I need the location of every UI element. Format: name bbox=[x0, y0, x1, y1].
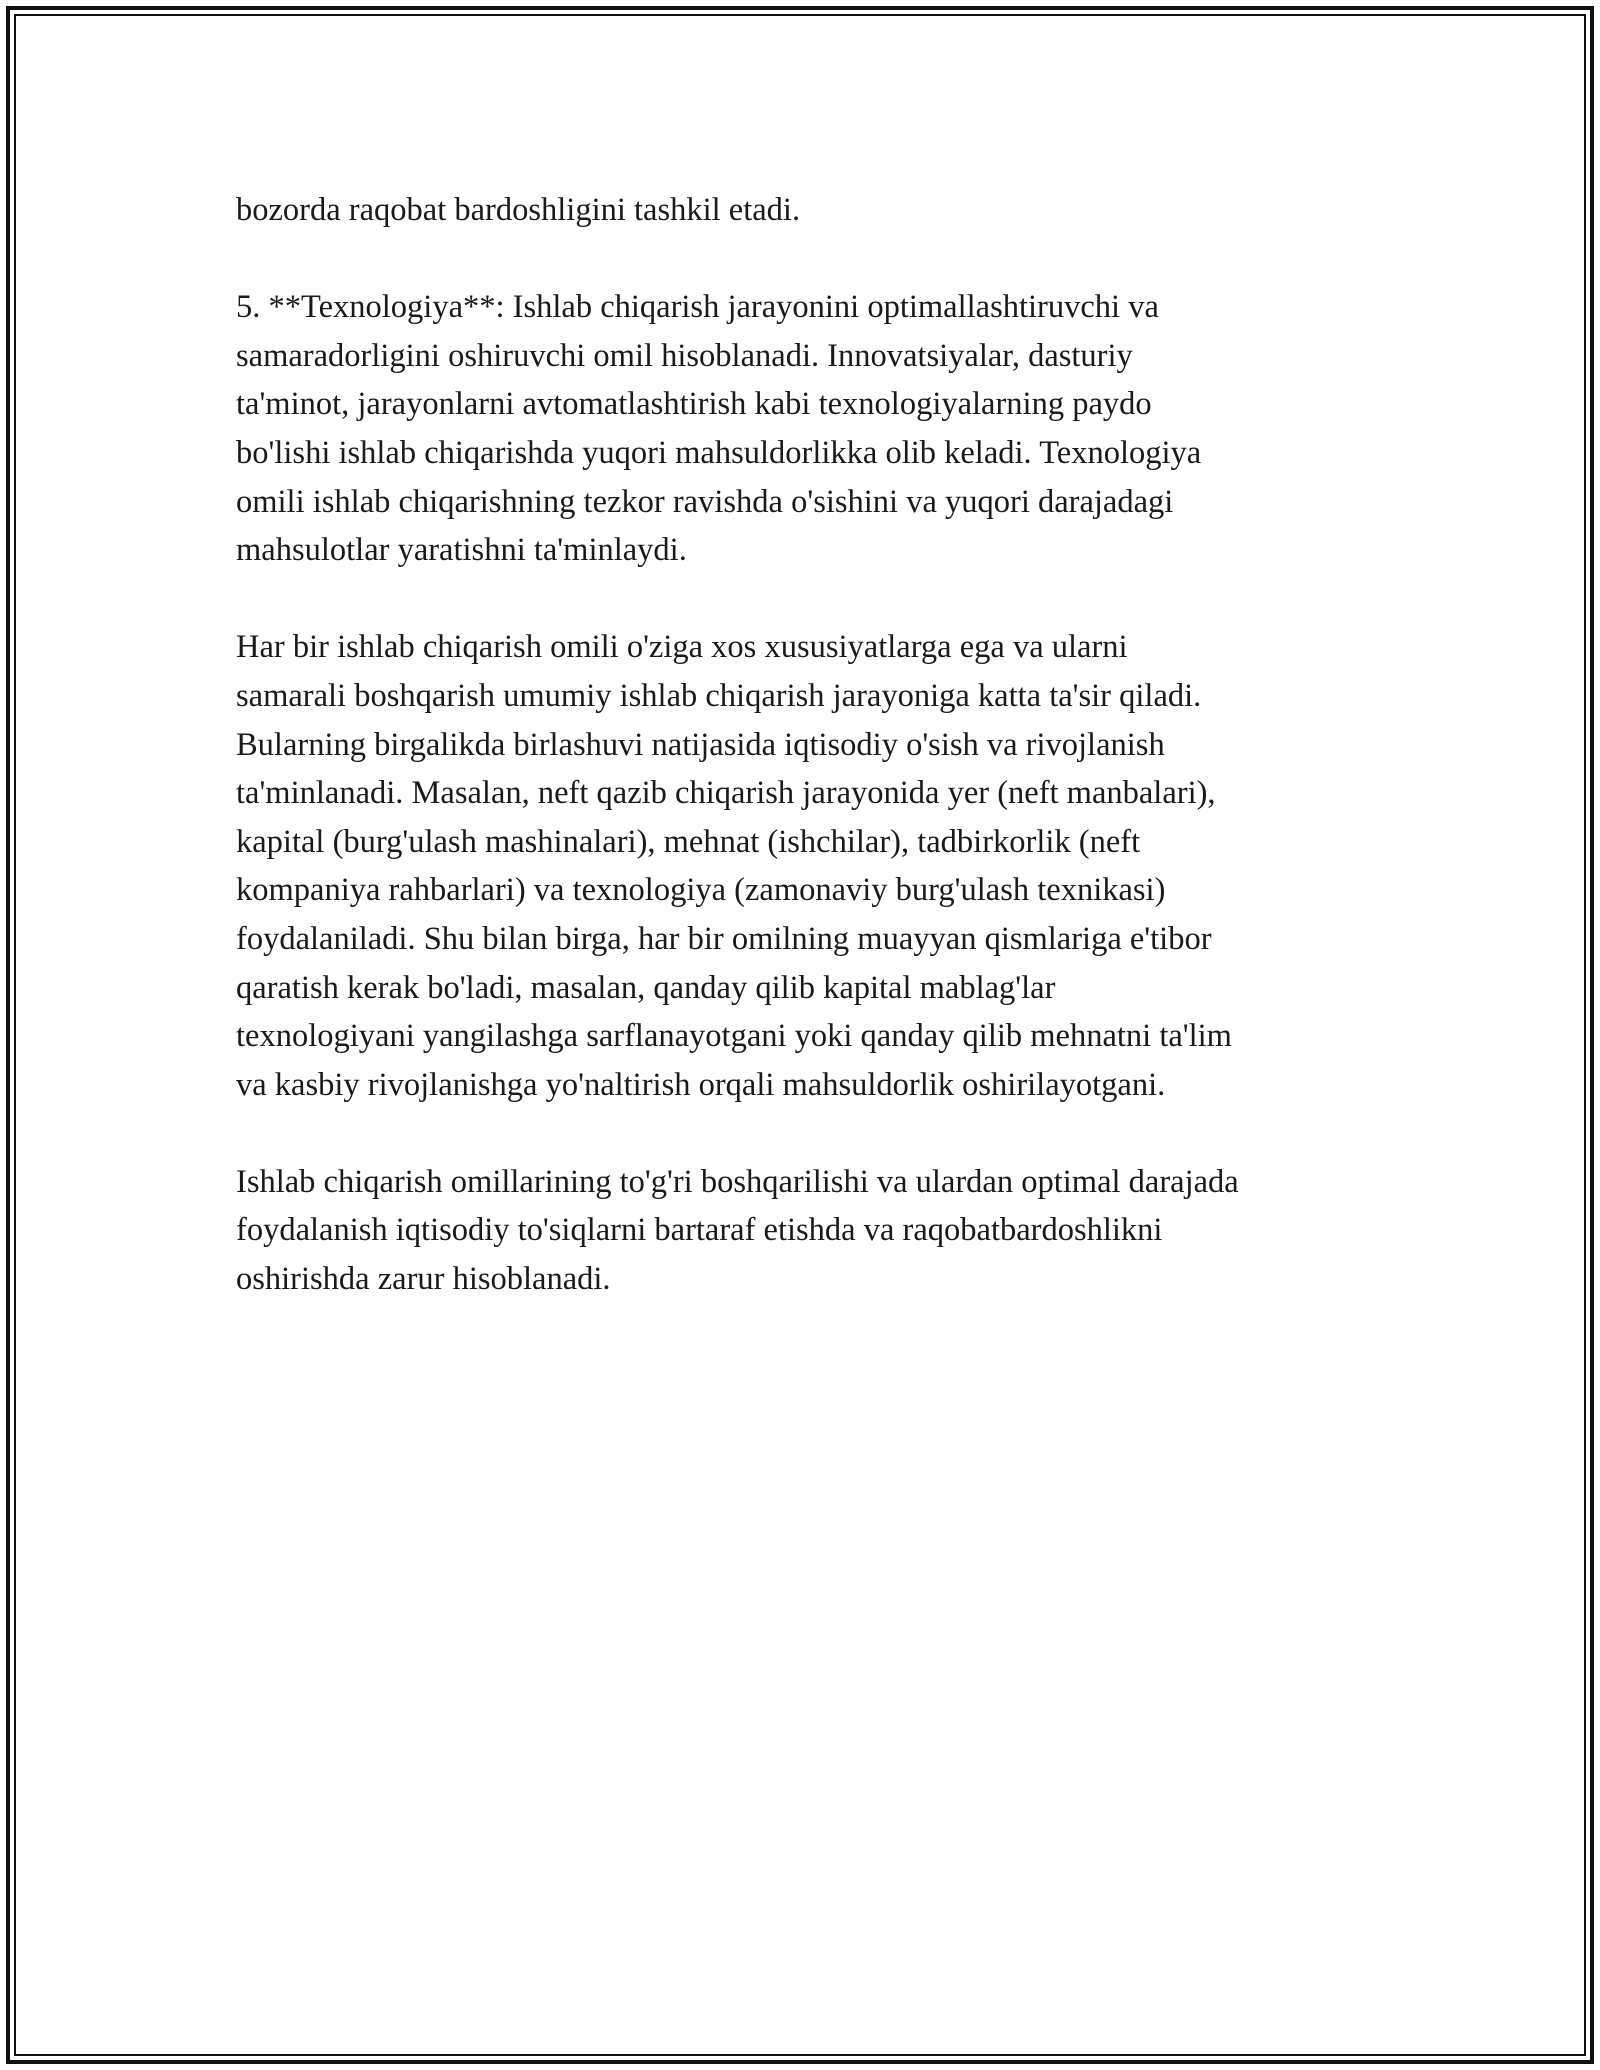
paragraph-gap bbox=[236, 1109, 1416, 1158]
document-body bbox=[236, 186, 1416, 1304]
paragraph-factors-example: Har bir ishlab chiqarish omili o'ziga xos xususiyatlarga ega va ularni samarali boshqarish umumiy ishlab chiqarish jarayoniga katta ta'sir qiladi. Bularning birgalikda birlashuvi natijasida iqtisodiy o'sish va rivojlanish ta'minlanadi. Masalan, neft qazib chiqarish jarayonida yer (neft manbalari), kapital (burg'ulash mashinalari), mehnat (ishchilar), tadbirkorlik (neft kompaniya rahbarlari) va texnologiya (zamonaviy burg'ulash texnikasi) foydalaniladi. Shu bilan birga, har bir omilning muayyan qismlariga e'tibor qaratish kerak bo'ladi, masalan, qanday qilib kapital mablag'lar texnologiyani yangilashga sarflanayotgani yoki qanday qilib mehnatni ta'lim va kasbiy rivojlanishga yo'naltirish orqali mahsuldorlik oshirilayotgani. bbox=[236, 629, 1232, 1103]
paragraph-gap bbox=[236, 575, 1416, 624]
paragraph-conclusion: Ishlab chiqarish omillarining to'g'ri boshqarilishi va ulardan optimal darajada foydalanish iqtisodiy to'siqlarni bartaraf etishda va raqobatbardoshlikni oshirishda zarur hisoblanadi. bbox=[236, 1163, 1239, 1298]
paragraph-continuation: bozorda raqobat bardoshligini tashkil etadi. bbox=[236, 192, 801, 228]
paragraph-gap bbox=[236, 235, 1416, 284]
paragraph-technology: 5. **Texnologiya**: Ishlab chiqarish jarayonini optimallashtiruvchi va samaradorligini oshiruvchi omil hisoblanadi. Innovatsiyalar, dasturiy ta'minot, jarayonlarni avtomatlashtirish kabi texnologiyalarning paydo bo'lishi ishlab chiqarishda yuqori mahsuldorlikka olib keladi. Texnologiya omili ishlab chiqarishning tezkor ravishda o'sishini va yuqori darajadagi mahsulotlar yaratishni ta'minlaydi. bbox=[236, 289, 1202, 569]
